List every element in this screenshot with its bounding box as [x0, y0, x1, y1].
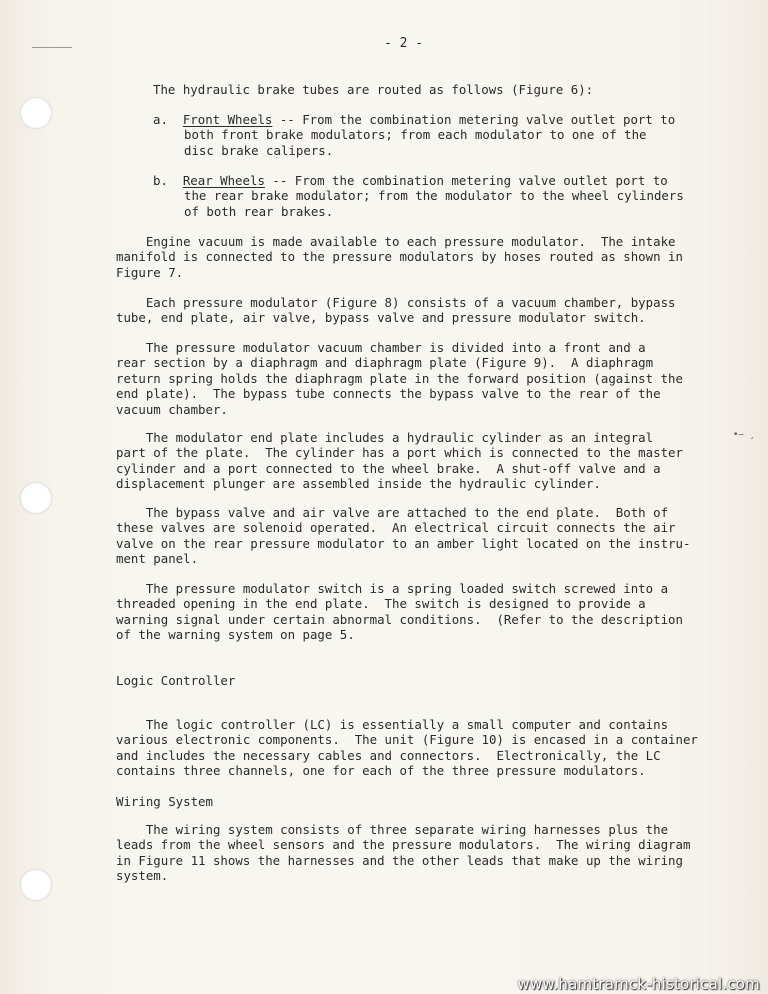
list-text-b: -- From the combination metering valve outlet port to	[264, 173, 668, 188]
paragraph-end-plate: The modulator end plate includes a hydraulic cylinder as an integral part of the plate. The cylinder has a port which is connected to the master cylinder and a port connected to the wheel brake. A shut-off valve and a displacement plunger are assembled inside the hydraulic cylinder.	[116, 430, 683, 492]
intro-line: The hydraulic brake tubes are routed as follows (Figure 6):	[153, 82, 594, 97]
punch-hole-top	[20, 97, 52, 129]
margin-mark: •— ¸	[733, 430, 755, 440]
heading-wiring-system: Wiring System	[116, 794, 213, 809]
punch-hole-bottom	[20, 869, 52, 901]
list-item-b-cont-2: of both rear brakes.	[184, 204, 334, 219]
paragraph-modulator-parts: Each pressure modulator (Figure 8) consists of a vacuum chamber, bypass tube, end plate, air valve, bypass valve and pressure modulator switch.	[116, 295, 676, 326]
paragraph-wiring-system: The wiring system consists of three separate wiring harnesses plus the leads from the wheel sensors and the pressure modulators. The wiring diagram in Figure 11 shows the harnesses and the other leads that make up the wiring system.	[116, 822, 691, 884]
list-title-rear-wheels: Rear Wheels	[182, 173, 265, 188]
paragraph-bypass-air-valve: The bypass valve and air valve are attached to the end plate. Both of these valves are solenoid operated. An electrical circuit connects the air valve on the rear pressure modulator to an amber light located on the instru- ment panel.	[116, 505, 691, 567]
paragraph-vacuum-chamber: The pressure modulator vacuum chamber is divided into a front and a rear section by a diaphragm and diaphragm plate (Figure 9). A diaphragm return spring holds the diaphragm plate in the forward position (against the end plate). The bypass tube connects the bypass valve to the rear of the vacuum chamber.	[116, 340, 683, 417]
punch-hole-middle	[20, 482, 52, 514]
heading-logic-controller: Logic Controller	[116, 673, 236, 688]
list-title-front-wheels: Front Wheels	[182, 112, 273, 127]
list-item-a	[153, 112, 675, 127]
list-item-a-cont-1: both front brake modulators; from each modulator to one of the	[184, 127, 647, 142]
list-text-a: -- From the combination metering valve outlet port to	[272, 112, 676, 127]
list-item-a-cont-2: disc brake calipers.	[184, 143, 334, 158]
paragraph-modulator-switch: The pressure modulator switch is a spring loaded switch screwed into a threaded opening in the end plate. The switch is designed to provide a warning signal under certain abnormal conditions. (Refer to the description of the warning system on page 5.	[116, 581, 683, 643]
list-marker-b: b.	[153, 173, 168, 188]
edge-mark	[32, 47, 72, 48]
list-marker-a: a.	[153, 112, 168, 127]
paragraph-engine-vacuum: Engine vacuum is made available to each pressure modulator. The intake manifold is connected to the pressure modulators by hoses routed as shown in Figure 7.	[116, 234, 683, 280]
list-item-b	[153, 173, 668, 188]
paragraph-logic-controller: The logic controller (LC) is essentially a small computer and contains various electronic components. The unit (Figure 10) is encased in a container and includes the necessary cables and connectors. Electronically, the LC contains three channels, one for each of the three pressure modulators.	[116, 717, 698, 779]
page-number: - 2 -	[384, 36, 424, 51]
website-watermark: www.hamtramck-historical.com	[517, 975, 760, 993]
list-item-b-cont-1: the rear brake modulator; from the modulator to the wheel cylinders	[184, 188, 684, 203]
